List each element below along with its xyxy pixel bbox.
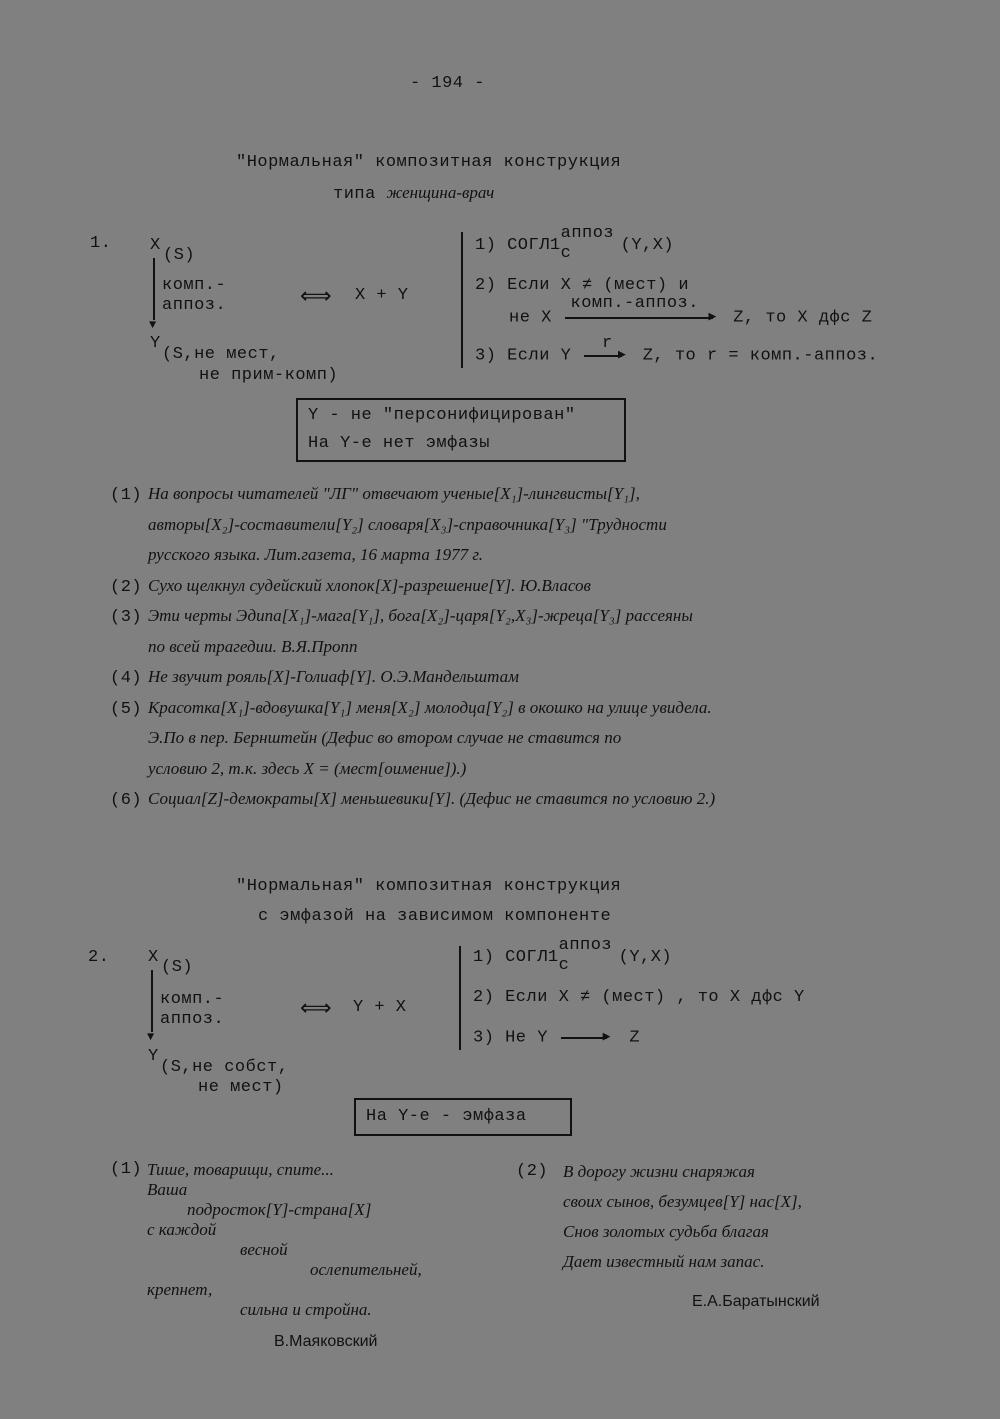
poem-line: Снов золотых судьба благая	[563, 1222, 769, 1241]
poem-line: весной	[240, 1240, 288, 1259]
section1-subtitle: типа женщина-врач	[333, 183, 495, 204]
construction-number: 2.	[88, 948, 110, 967]
node-x: X	[148, 948, 159, 967]
poem-line: своих сынов, безумцев[Y] нас[X],	[563, 1192, 802, 1211]
example-line	[110, 545, 483, 565]
example-text: условию 2, т.к. здесь X = (мест[оимение]).)	[148, 758, 467, 778]
example-number: (5)	[110, 699, 143, 719]
example-text: Социал[Z]-демократы[X] меньшевики[Y]. (Дефис не ставится по условию 2.)	[148, 789, 716, 808]
poem-line: крепнет,	[147, 1280, 213, 1299]
example-line	[110, 728, 621, 748]
dependency-edge	[151, 970, 153, 1032]
example-number: (1)	[110, 486, 143, 505]
condition-3: 3) Если Y r ▶ Z, то r = комп.-аппоз.	[475, 334, 879, 366]
arrow-right-icon: ▶	[618, 347, 627, 362]
linear-formula: Y + X	[353, 998, 407, 1017]
example-line	[110, 484, 640, 505]
edge-label-line2: аппоз.	[162, 296, 227, 315]
equivalence-arrow-icon: ⟺	[300, 995, 332, 1020]
node-x-label: (S)	[161, 958, 194, 977]
node-x: X	[150, 236, 161, 255]
constraint-box-2	[354, 1098, 572, 1136]
example-text: На вопросы читателей "ЛГ" отвечают ученые[X₁]-лингвисты[Y₁],	[148, 484, 640, 503]
poem-line: с каждой	[147, 1220, 217, 1239]
example-number: (2)	[110, 577, 143, 597]
example-number: (4)	[110, 669, 143, 688]
example-number: (3)	[110, 608, 143, 627]
conditions-bracket	[461, 232, 463, 368]
example-line	[110, 698, 712, 719]
linear-formula: X + Y	[355, 286, 409, 305]
node-y-label2: не прим-комп)	[199, 366, 339, 385]
edge-label-line1: комп.-	[162, 276, 227, 295]
poem-author: В.Маяковский	[274, 1333, 378, 1350]
example-text: русского языка. Лит.газета, 16 марта 1977 г.	[148, 545, 484, 564]
example-line	[110, 637, 358, 657]
example-line	[110, 515, 667, 535]
poem-author: Е.А.Баратынский	[692, 1293, 820, 1310]
section2-subtitle: с эмфазой на зависимом компоненте	[258, 907, 612, 926]
poem-line: Тише, товарищи, спите...	[147, 1160, 334, 1179]
example-text: Эти черты Эдипа[X₁]-мага[Y₁], бога[X₂]-царя[Y₂,X₃]-жреца[Y₃] рассеяны	[148, 606, 693, 625]
poem-line: сильна и стройна.	[240, 1300, 372, 1319]
node-y: Y	[150, 334, 161, 353]
edge-label-line1: комп.-	[160, 990, 225, 1009]
example-text: авторы[X₂]-составители[Y₂] словаря[X₃]-справочника[Y₃] "Трудности	[148, 514, 667, 534]
section2-title: "Нормальная" композитная конструкция	[236, 877, 622, 896]
condition-2a: 2) Если X ≠ (мест) и	[475, 276, 690, 295]
constraint-box-1	[296, 398, 626, 462]
poem-line: Дает известный нам запас.	[563, 1252, 765, 1271]
example-text: Красотка[X₁]-вдовушка[Y₁] меня[X₂] молодца[Y₂] в окошко на улице увидела.	[148, 697, 712, 717]
node-y-label1: (S,не мест,	[162, 345, 280, 364]
example-line	[110, 789, 715, 810]
node-y-label2: не мест)	[198, 1078, 284, 1097]
constraint-line: На Y-е - эмфаза	[366, 1107, 527, 1126]
node-y: Y	[148, 1047, 159, 1066]
arrow-right-icon: ▶	[708, 309, 717, 324]
poem-line: В дорогу жизни снаряжая	[563, 1162, 755, 1181]
example-line	[110, 667, 519, 688]
example-line	[110, 759, 466, 779]
example-line	[110, 606, 693, 627]
edge-label-line2: аппоз.	[160, 1010, 225, 1029]
example-number: (6)	[110, 791, 143, 810]
example-line	[110, 576, 591, 597]
condition-1: 1) СОГЛ1 аппоз с (Y,X)	[473, 936, 673, 975]
arrow-right-icon: ▶	[602, 1029, 611, 1044]
conditions-bracket	[459, 946, 461, 1050]
arrow-down-icon: ▼	[149, 318, 157, 332]
constraint-line-2: На Y-е нет эмфазы	[308, 434, 490, 453]
node-y-label1: (S,не собст,	[160, 1058, 289, 1077]
section1-title: "Нормальная" композитная конструкция	[236, 153, 622, 172]
poem-line: ослепительней,	[310, 1260, 422, 1279]
example-text: Не звучит рояль[X]-Голиаф[Y]. О.Э.Мандельштам	[148, 667, 519, 686]
example-text: по всей трагедии. В.Я.Пропп	[148, 636, 358, 656]
dependency-edge	[153, 258, 155, 320]
equivalence-arrow-icon: ⟺	[300, 283, 332, 308]
arrow-down-icon: ▼	[147, 1030, 155, 1044]
page-number: - 194 -	[410, 74, 485, 93]
example-text: Э.По в пер. Бернштейн (Дефис во втором случае не ставится по	[148, 728, 622, 747]
constraint-line-1: Y - не "персонифицирован"	[308, 406, 576, 425]
condition-2: 2) Если X ≠ (мест) , то X дфс Y	[473, 988, 805, 1007]
condition-3: 3) Не Y ▶ Z	[473, 1028, 641, 1048]
construction-number: 1.	[90, 234, 112, 253]
example-number: (2)	[516, 1162, 549, 1181]
example-number: (1)	[110, 1160, 143, 1179]
node-x-label: (S)	[163, 246, 196, 265]
example-text: Сухо щелкнул судейский хлопок[X]-разрешение[Y]. Ю.Власов	[148, 575, 591, 595]
poem-line: Ваша	[147, 1180, 188, 1199]
condition-2b: не X комп.-аппоз. ▶ Z, то X дфс Z	[509, 294, 873, 328]
condition-1: 1) СОГЛ1 аппоз с (Y,X)	[475, 224, 675, 263]
poem-line: подросток[Y]-страна[X]	[187, 1200, 372, 1219]
